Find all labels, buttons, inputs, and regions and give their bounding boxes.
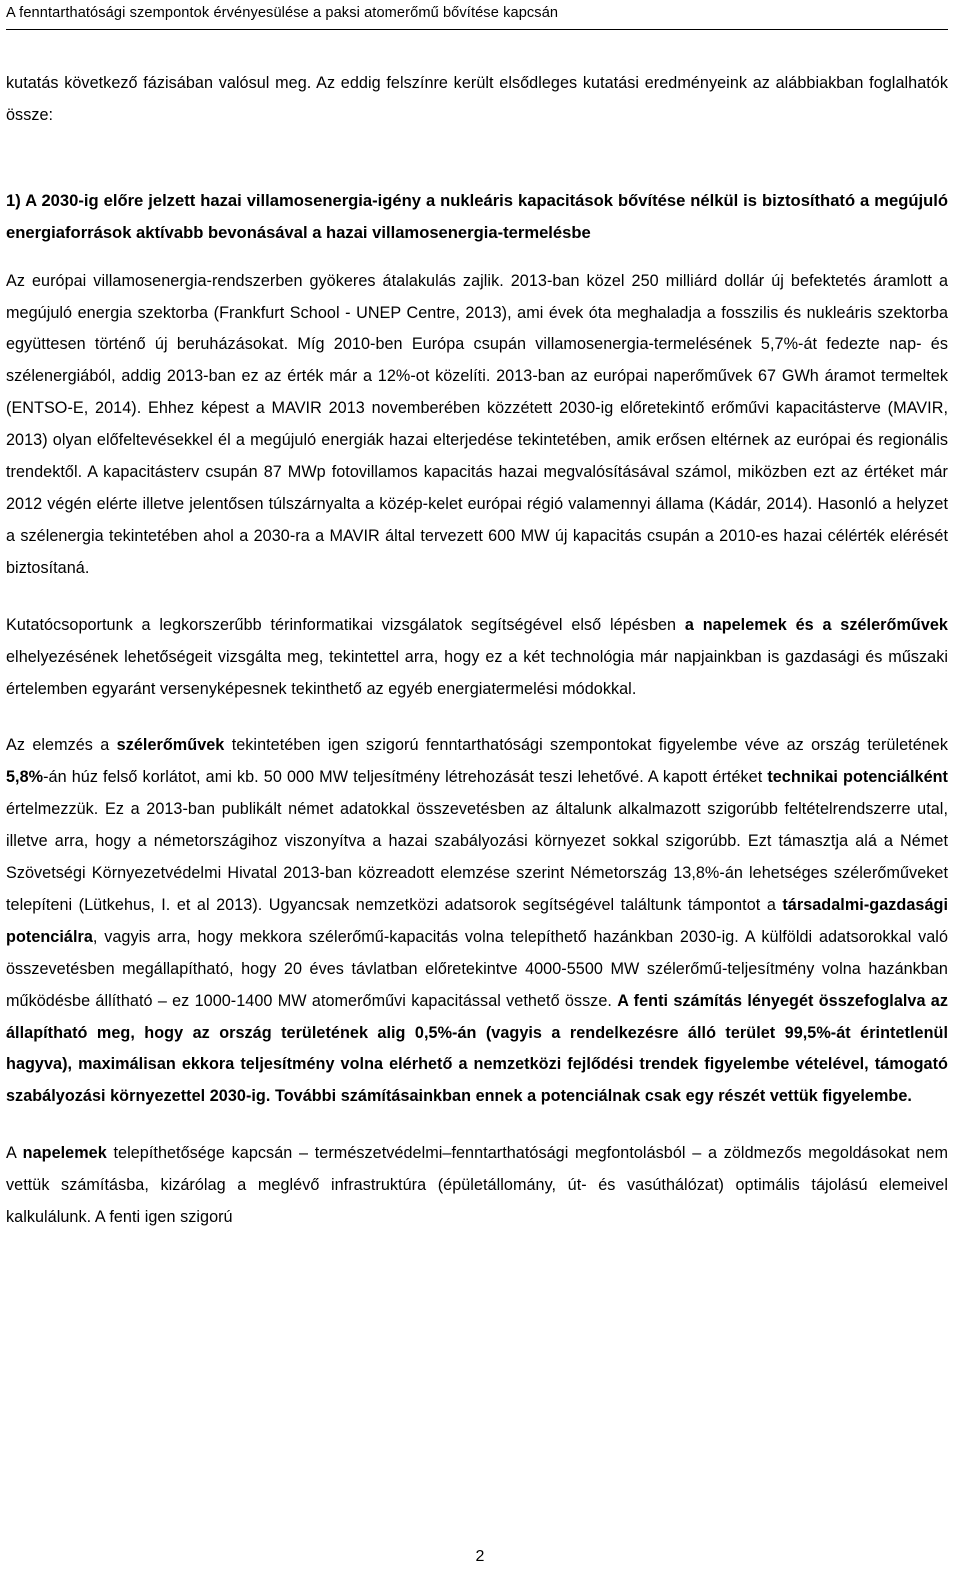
text-run: A <box>6 1144 23 1163</box>
body-paragraph-1: Az európai villamosenergia-rendszerben gyökeres átalakulás zajlik. 2013-ban közel 250 milliárd dollár új befektetés áramlott a megújuló energia szektorba (Frankfurt School - UNEP Centre, 2013), ami évek óta meghaladja a fosszilis és nukleáris szektorba együttesen történő új beruházásokat. Míg 2010-ben Európa csupán villamosenergia-termelésének 5,7%-át fedezte nap- és szélenergiából, addig 2013-ban ez az érték már a 12%-ot közelíti. 2013-ban az európai naperőművek 67 GWh áramot termeltek (ENTSO-E, 2014). Ehhez képest a MAVIR 2013 novemberében közzétett 2030-ig előretekintő erőművi kapacitásterve (MAVIR, 2013) olyan előfeltevésekkel él a megújuló energiák hazai elterjedése tekintetében, amik erősen eltérnek az európai és regionális trendektől. A kapacitásterv csupán 87 MWp fotovillamos kapacitás hazai megvalósításával számol, miközben ezt az értéket már 2012 végén elérte illetve jelentősen túlszárnyalta a közép-kelet európai régió valamennyi állama (Kádár, 2014). Hasonló a helyzet a szélenergia tekintetében ahol a 2030-ra a MAVIR által tervezett 600 MW új kapacitás csupán a 2010-es hazai célérték elérését biztosítaná. <box>6 271 948 577</box>
document-body <box>6 68 948 1234</box>
text-run: Kutatócsoportunk a legkorszerűbb térinformatikai vizsgálatok segítségével első lépésben <box>6 615 685 634</box>
text-run: , vagyis arra, hogy mekkora szélerőmű-kapacitás volna telepíthető hazánkban 2030-ig. A külföldi adatsorokkal való összevetésben megállapítható, hogy 20 éves távlatban előretekintve 4000-5500 MW szélerőmű-teljesítmény volna hazánkban működésbe állítható – ez 1000-1400 MW atomerőművi kapacitással vethető össze. <box>6 927 948 1010</box>
body-paragraph-4 <box>6 1138 948 1234</box>
bold-text-run: szélerőművek <box>116 736 225 755</box>
header-divider <box>6 29 948 30</box>
text-run: -án húz felső korlátot, ami kb. 50 000 MW teljesítmény létrehozását teszi lehetővé. A kapott értéket <box>43 768 768 787</box>
body-paragraph-2 <box>6 610 948 706</box>
bold-text-run: 5,8% <box>6 768 44 787</box>
section-heading: 1) A 2030-ig előre jelzett hazai villamosenergia-igény a nukleáris kapacitások bővítése nélkül is biztosítható a megújuló energiaforrások aktívabb bevonásával a hazai villamosenergia-termelésbe <box>6 190 948 242</box>
bold-text-run: A fenti számítás lényegét összefoglalva az állapítható meg, hogy az ország területének alig 0,5%-án (vagyis a rendelkezésre álló terület 99,5%-át érintetlenül hagyva), maximálisan ekkora teljesítmény volna elérhető a nemzetközi fejlődési trendek figyelembe vételével, támogató szabályozási környezettel 2030-ig. További számításainkban ennek a potenciálnak csak egy részét vettük figyelembe. <box>6 991 948 1106</box>
page-number: 2 <box>475 1548 485 1565</box>
intro-paragraph: kutatás következő fázisában valósul meg. Az eddig felszínre került elsődleges kutatási eredményeink az alábbiakban foglalhatók össze: <box>6 74 948 124</box>
text-run: tekintetében igen szigorú fenntarthatósági szempontokat figyelembe véve az ország területének <box>224 736 948 755</box>
text-run: elhelyezésének lehetőségeit vizsgálta meg, tekintettel arra, hogy ez a két technológia már napjainkban is gazdasági és műszaki értelemben egyaránt versenyképesnek tekinthető az egyéb energiatermelési módokkal. <box>6 647 948 698</box>
bold-text-run: társadalmi-gazdasági potenciálra <box>6 895 948 946</box>
bold-text-run: technikai potenciálként <box>767 768 948 787</box>
text-run: telepíthetősége kapcsán – természetvédelmi–fenntarthatósági megfontolásból – a zöldmezős megoldásokat nem vettük számításba, kizárólag a meglévő infrastruktúra (épületállomány, út- és vasúthálózat) optimális tájolású elemeivel kalkulálunk. A fenti igen szigorú <box>6 1144 948 1227</box>
text-run: értelmezzük. Ez a 2013-ban publikált német adatokkal összevetésben az általunk alkalmazott szigorúbb feltételrendszerre utal, illetve arra, hogy a németországihoz viszonyítva a hazai szabályozási környezet sokkal szigorúbb. Ezt támasztja alá a Német Szövetségi Környezetvédelmi Hivatal 2013-ban közreadott elemzése szerint Németország 13,8%-án lehetséges szélerőműveket telepíteni (Lütkehus, I. et al 2013). Ugyancsak nemzetközi adatsorok segítségével találtunk támpontot a <box>6 800 948 914</box>
running-header: A fenntarthatósági szempontok érvényesülése a paksi atomerőmű bővítése kapcsán <box>6 5 559 21</box>
bold-text-run: a napelemek és a szélerőművek <box>684 615 948 634</box>
body-paragraph-3 <box>6 730 948 1113</box>
bold-text-run: napelemek <box>22 1144 107 1163</box>
text-run: Az elemzés a <box>6 736 117 755</box>
